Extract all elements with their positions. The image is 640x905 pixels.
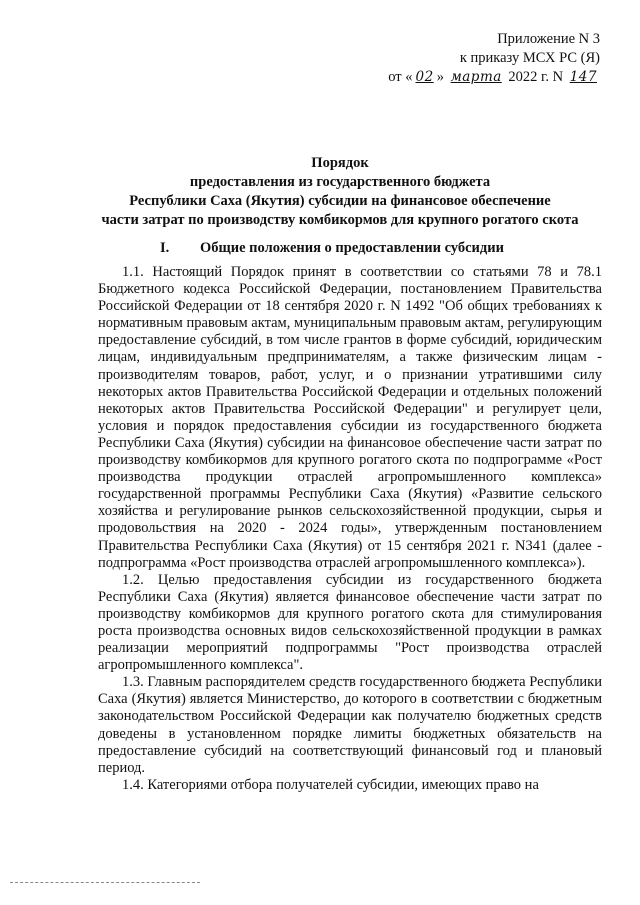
title-line-3: Республики Саха (Якутия) субсидии на финансовое обеспечение	[129, 193, 551, 209]
handwritten-number: 147	[569, 69, 597, 85]
paragraph-1-4: 1.4. Категориями отбора получателей субсидии, имеющих право на	[122, 776, 539, 793]
document-title	[60, 154, 620, 230]
footer-divider	[10, 882, 200, 883]
title-line-4: части затрат по производству комбикормов для крупного рогатого скота	[101, 212, 579, 228]
document-body	[98, 264, 602, 794]
paragraph-1-2: 1.2. Целью предоставления субсидии из государственного бюджета Республики Саха (Якутия) является финансовое обеспечение части затрат по производству комбикормов для крупного рогатого скота для стимулирования роста производства основных видов сельскохозяйственной продукции в рамках реализации мероприятий подпрограммы "Рост производства отраслей агропромышленного комплекса".	[98, 571, 602, 674]
handwritten-day: 02	[415, 69, 434, 85]
appendix-header	[388, 30, 600, 87]
title-line-1: Порядок	[311, 155, 369, 171]
paragraph-1-3: 1.3. Главным распорядителем средств государственного бюджета Республики Саха (Якутия) является Министерство, до которого в соответствии с бюджетным законодательством Российской Федерации как получателю бюджетных средств доведены в установленном порядке лимиты бюджетных обязательств на предоставление субсидий на соответствующий финансовый год и плановый период.	[98, 674, 602, 776]
paragraph-1-1: 1.1. Настоящий Порядок принят в соответствии со статьями 78 и 78.1 Бюджетного кодекса Российской Федерации, постановлением Правительства Российской Федерации от 18 сентября 2020 г. N 1492 "Об общих требованиях к нормативным правовым актам, муниципальным правовым актам, регулирующим предоставление субсидий, в том числе грантов в форме субсидий, юридическим лицам, индивидуальным предпринимателям, а также физическим лицам - производителям товаров, работ, услуг, и о признании утратившими силу некоторых актов Правительства Российской Федерации и отдельных положений некоторых актов Правительства Российской Федерации" и регулирует цели, условия и порядок предоставления субсидии из государственного бюджета Республики Саха (Якутия) субсидии на финансовое обеспечение части затрат по производству комбикормов для крупного рогатого скота по подпрограмме «Рост производства продукции отраслей агропромышленного комплекса» государственной программы Республики Саха (Якутия) «Развитие сельского хозяйства и регулирование рынков сельскохозяйственной продукции, сырья и продовольствия на 2020 - 2024 годы», утвержденным постановлением Правительства Республики Саха (Якутия) от 15 сентября 2021 г. N341 (далее - подпрограмма «Рост производства отраслей агропромышленного комплекса»).	[98, 264, 602, 571]
appendix-number: Приложение N 3	[497, 31, 600, 47]
handwritten-month: марта	[450, 69, 502, 85]
section-number: I.	[160, 240, 170, 256]
section-title: Общие положения о предоставлении субсидии	[200, 240, 504, 256]
title-line-2: предоставления из государственного бюджета	[189, 174, 491, 190]
section-heading	[160, 240, 504, 257]
appendix-date-line: от « 02 » марта 2022 г. N 147	[388, 68, 600, 87]
appendix-order-ref: к приказу МСХ РС (Я)	[459, 50, 600, 66]
